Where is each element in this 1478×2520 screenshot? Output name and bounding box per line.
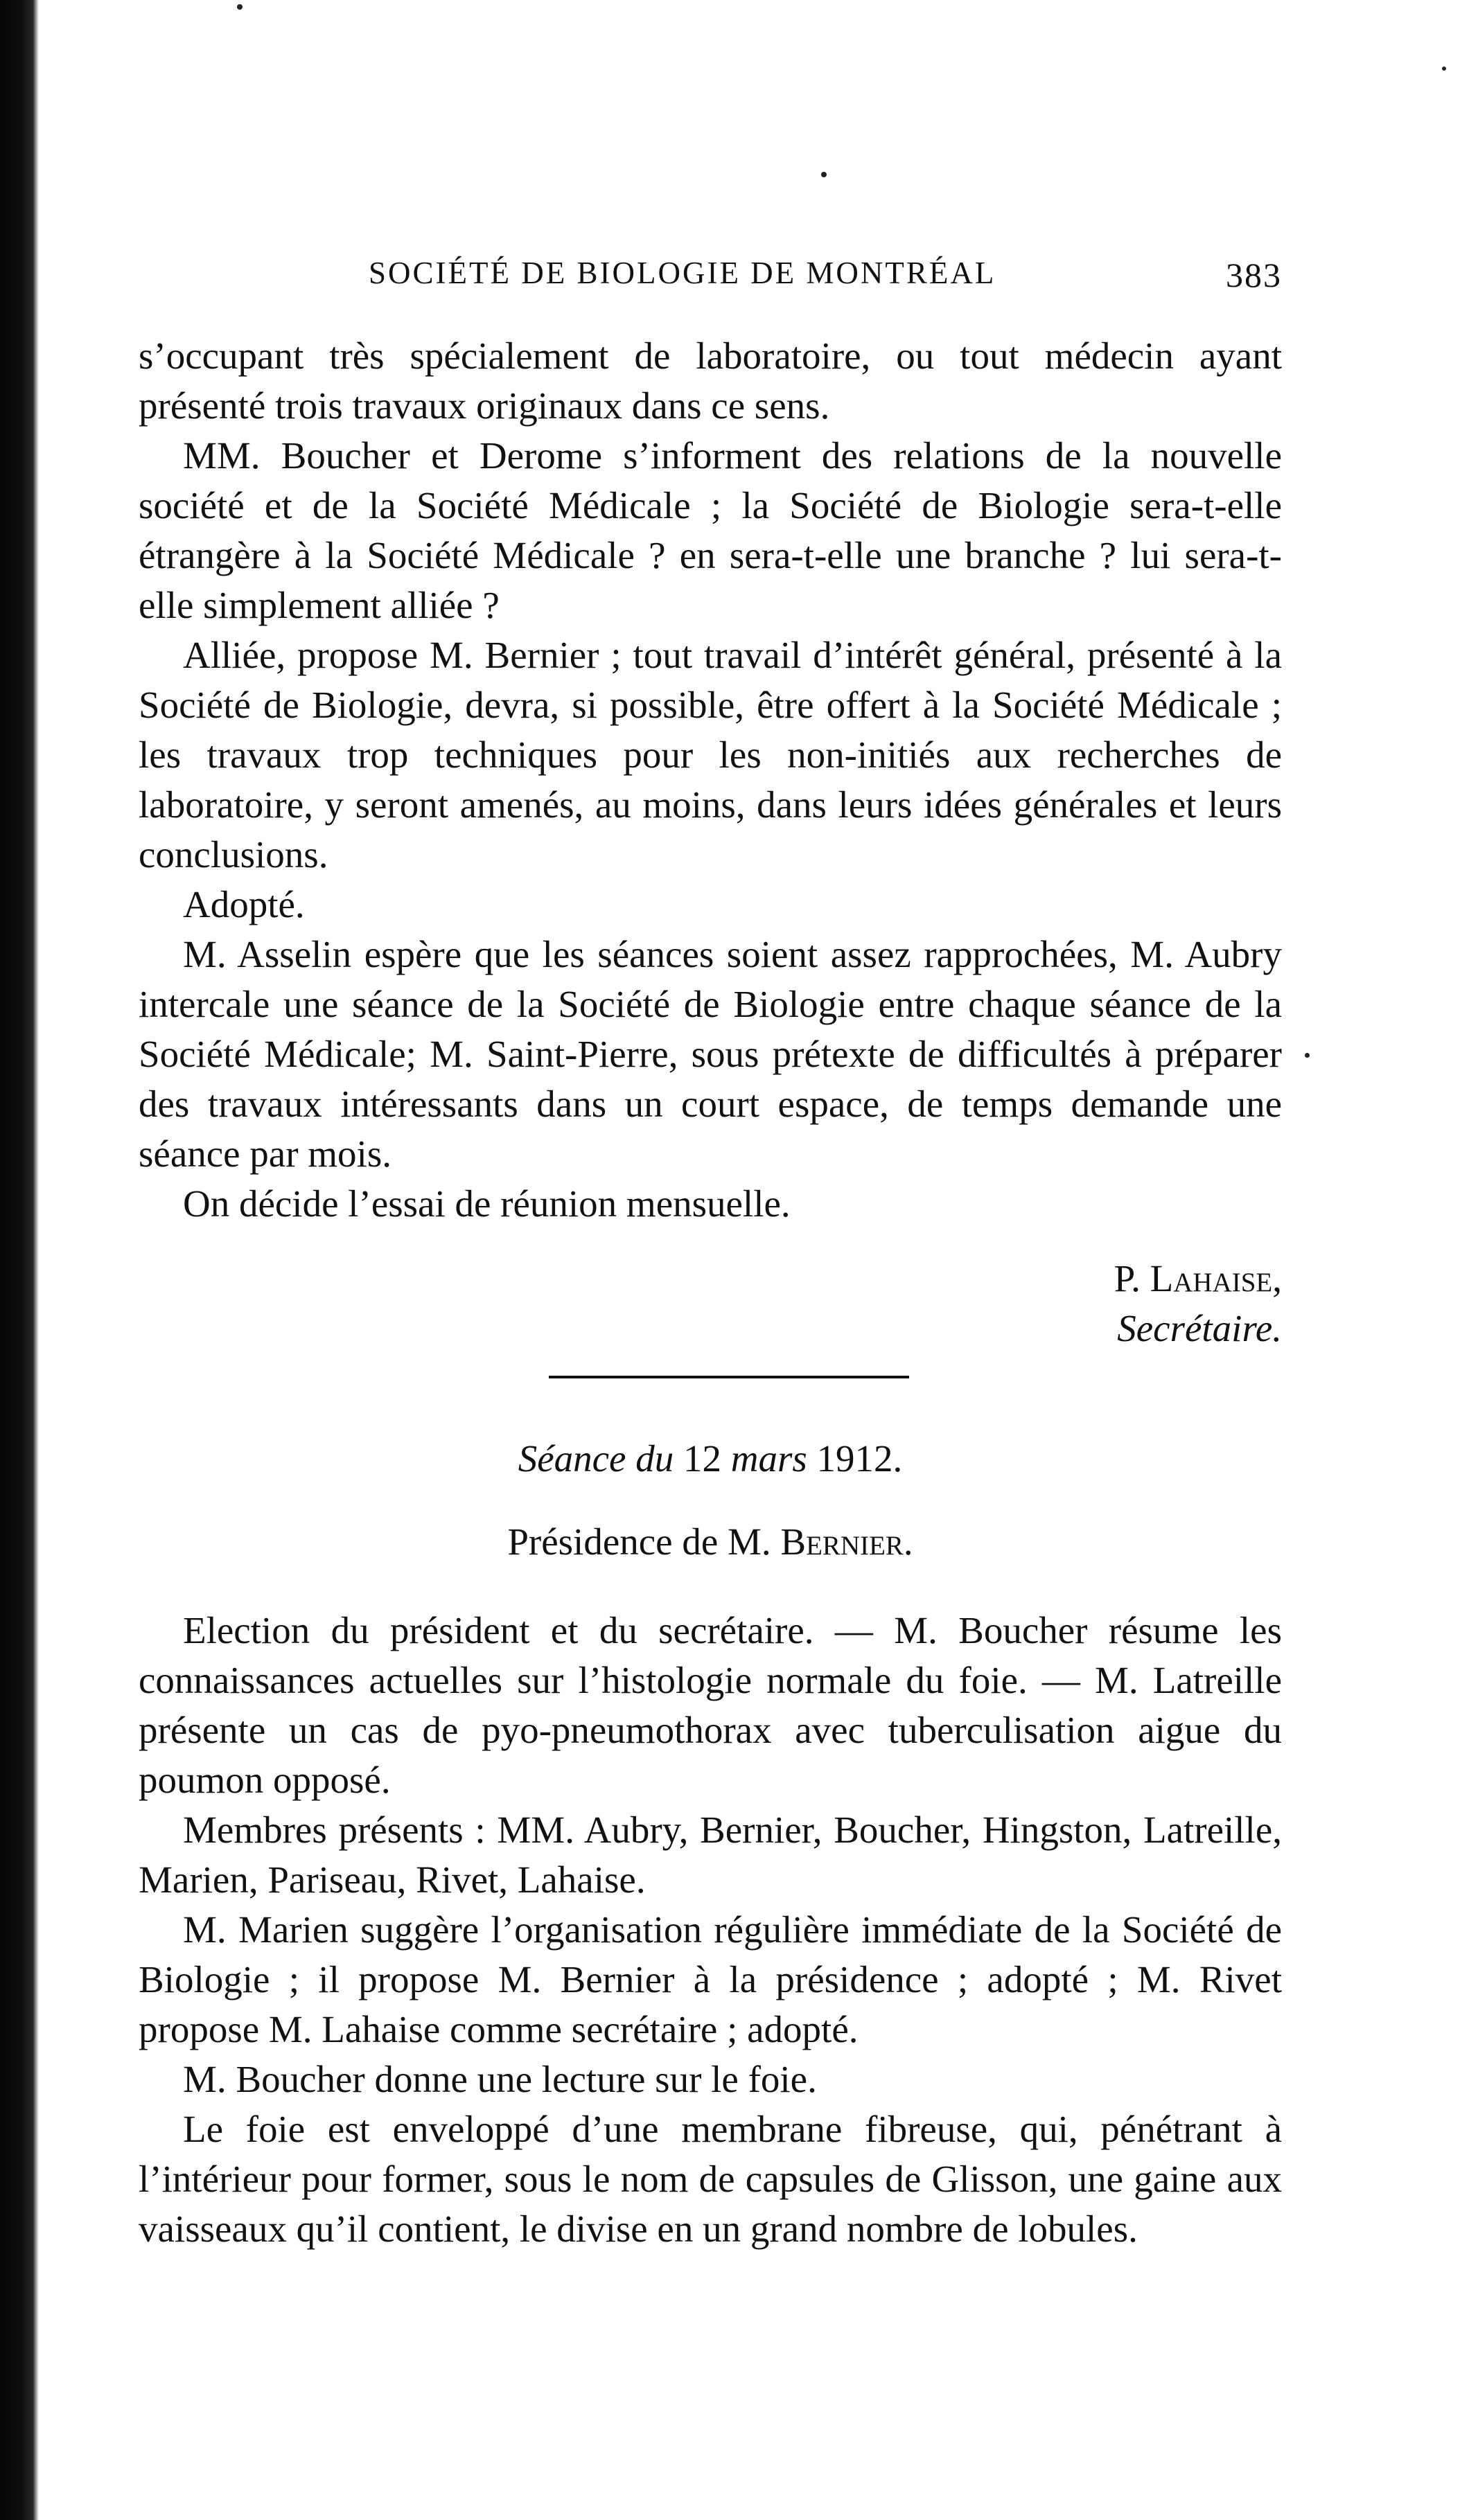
minutes-block-1 (139, 331, 1282, 1229)
paragraph: M. Marien suggère l’organisation régulière immédiate de la Société de Biologie ; il propose M. Bernier à la présidence ; adopté ; M. Rivet propose M. Lahaise comme secrétaire ; adopté. (139, 1908, 1282, 2050)
ink-speck (1442, 66, 1446, 71)
ink-speck (237, 4, 243, 10)
signature-role: Secrétaire. (1117, 1307, 1282, 1349)
session-month: mars (730, 1437, 807, 1480)
session-day: 12 (683, 1437, 721, 1480)
paragraph: Membres présents : MM. Aubry, Bernier, Boucher, Hingston, Latreille, Marien, Pariseau, Rivet, Lahaise. (139, 1809, 1282, 1901)
paragraph: Election du président et du secrétaire. — M. Boucher résume les connaissances actuelles sur l’histologie normale du foie. — M. Latreille présente un cas de pyo-pneumothorax avec tuberculisation aigue du poumon opposé. (139, 1609, 1282, 1801)
secretary-signature (797, 1254, 1282, 1354)
paragraph: Alliée, propose M. Bernier ; tout travail d’intérêt général, présenté à la Société de Biologie, devra, si possible, être offert à la Société Médicale ; les travaux trop techniques pour les non-initiés aux recherches de laboratoire, y seront amenés, au moins, dans leurs idées générales et leurs conclusions. (139, 634, 1282, 876)
session-title (139, 1434, 1282, 1484)
ink-speck (1305, 1053, 1310, 1058)
minutes-block-2 (139, 1606, 1282, 2254)
ink-speck (821, 172, 827, 177)
session-year: 1912. (816, 1437, 903, 1480)
paragraph: MM. Boucher et Derome s’informent des relations de la nouvelle société et de la Société Médicale ; la Société de Biologie sera-t-elle étrangère à la Société Médicale ? en sera-t-elle une branche ? lui sera-t-elle simplement alliée ? (139, 434, 1282, 626)
paragraph: M. Boucher donne une lecture sur le foie. (183, 2058, 817, 2100)
signature-name (797, 1254, 1282, 1304)
paragraph: M. Asselin espère que les séances soient assez rapprochées, M. Aubry intercale une séance de la Société de Biologie entre chaque séance de la Société Médicale; M. Saint-Pierre, sous prétexte de difficultés à préparer des travaux intéressants dans un court espace, de temps demande une séance par mois. (139, 933, 1282, 1175)
section-divider (549, 1376, 909, 1378)
book-spine-shadow (0, 0, 39, 2520)
session-title-prefix: Séance du (518, 1437, 674, 1480)
presidency-prefix: Présidence de M. (507, 1520, 771, 1563)
paragraph: On décide l’essai de réunion mensuelle. (183, 1182, 791, 1225)
paragraph-continuation: s’occupant très spécialement de laboratoire, ou tout médecin ayant présenté trois travaux originaux dans ce sens. (139, 335, 1282, 427)
signature-surname: Lahaise, (1150, 1257, 1282, 1299)
page-number: 383 (1226, 256, 1282, 294)
paragraph: Adopté. (183, 883, 305, 925)
running-title: SOCIÉTÉ DE BIOLOGIE DE MONTRÉAL (369, 256, 996, 290)
president-name: Bernier. (780, 1520, 913, 1563)
running-header (369, 255, 1282, 303)
paragraph: Le foie est enveloppé d’une membrane fibreuse, qui, pénétrant à l’intérieur pour former, sous le nom de capsules de Glisson, une gaine aux vaisseaux qu’il contient, le divise en un grand nombre de lobules. (139, 2108, 1282, 2250)
signature-initial: P. (1114, 1257, 1141, 1299)
presidency-line (139, 1517, 1282, 1567)
